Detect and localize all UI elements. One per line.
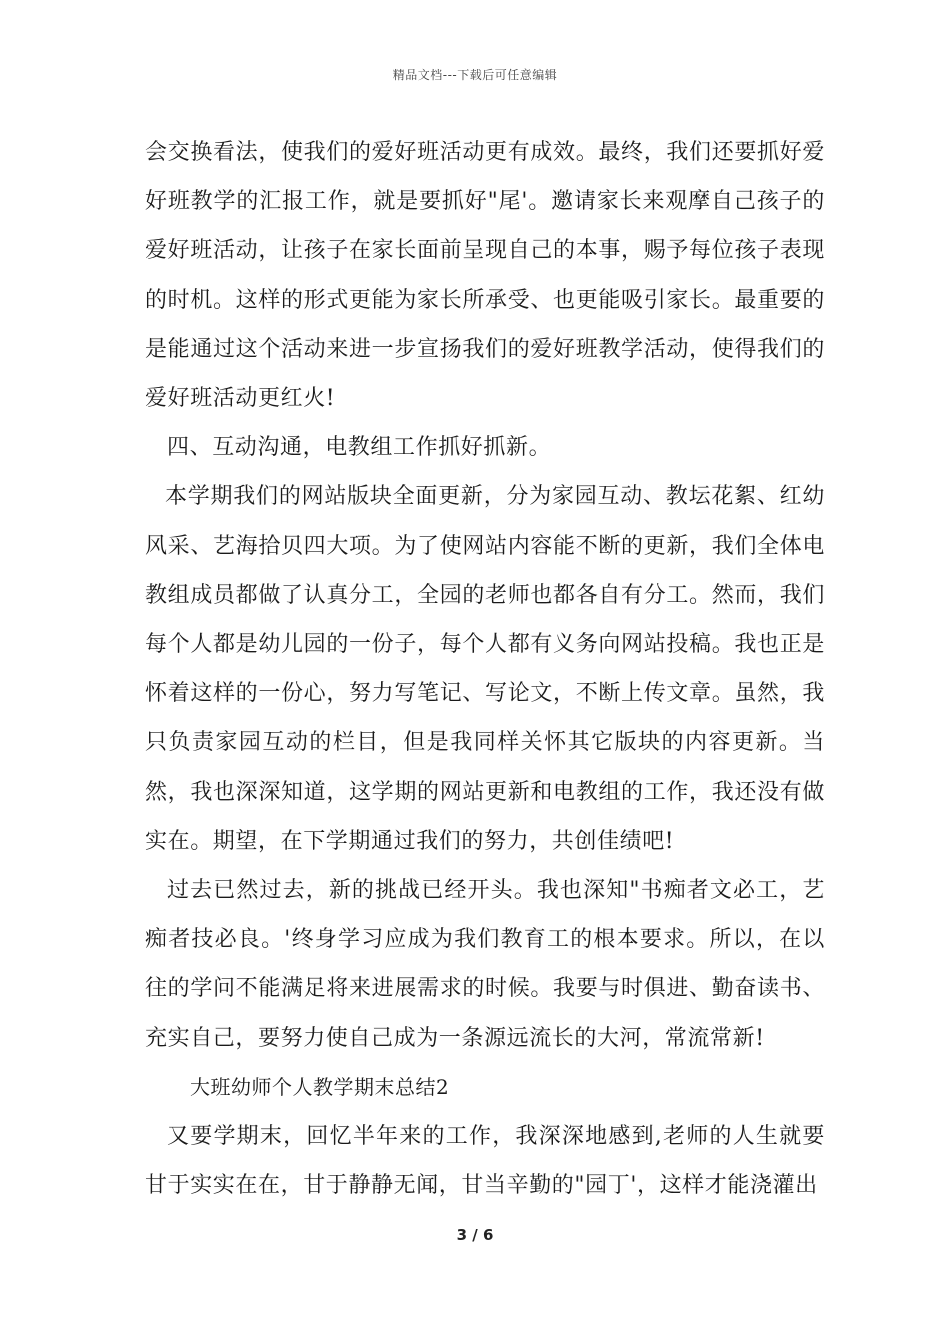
- document-body: [145, 128, 825, 1210]
- paragraph-new-article: 又要学期末，回忆半年来的工作，我深深地感到,老师的人生就要甘于实实在在，甘于静静无闻，甘当辛勤的"园丁'，这样才能浇灌出: [145, 1124, 825, 1199]
- paragraph-continuation: 会交换看法，使我们的爱好班活动更有成效。最终，我们还要抓好爱好班教学的汇报工作，就是要抓好"尾'。邀请家长来观摩自己孩子的爱好班活动，让孩子在家长面前呈现自己的本事，赐予每位孩子表现的时机。这样的形式更能为家长所承受、也更能吸引家长。最重要的是能通过这个活动来进一步宣扬我们的爱好班教学活动，使得我们的爱好班活动更红火!: [145, 140, 825, 412]
- section-heading-four: 四、互动沟通，电教组工作抓好抓新。: [167, 435, 552, 461]
- page-number: 3 / 6: [456, 1226, 494, 1244]
- article-title-2: 大班幼师个人教学期末总结2: [190, 1074, 450, 1099]
- paragraph-website: 本学期我们的网站版块全面更新，分为家园互动、教坛花絮、红幼风采、艺海拾贝四大项。为了使网站内容能不断的更新，我们全体电教组成员都做了认真分工，全园的老师也都各自有分工。然而，我们每个人都是幼儿园的一份子，每个人都有义务向网站投稿。我也正是怀着这样的一份心，努力写笔记、写论文，不断上传文章。虽然，我只负责家园互动的栏目，但是我同样关怀其它版块的内容更新。当然，我也深深知道，这学期的网站更新和电教组的工作，我还没有做实在。期望，在下学期通过我们的努力，共创佳绩吧!: [145, 484, 825, 854]
- paragraph-closing: 过去已然过去，新的挑战已经开头。我也深知"书痴者文必工，艺痴者技必良。'终身学习应成为我们教育工的根本要求。所以，在以往的学问不能满足将来进展需求的时候。我要与时俱进、勤奋读书、充实自己，要努力使自己成为一条源远流长的大河，常流常新!: [145, 878, 825, 1051]
- page-header: 精品文档---下载后可任意编辑: [392, 68, 558, 82]
